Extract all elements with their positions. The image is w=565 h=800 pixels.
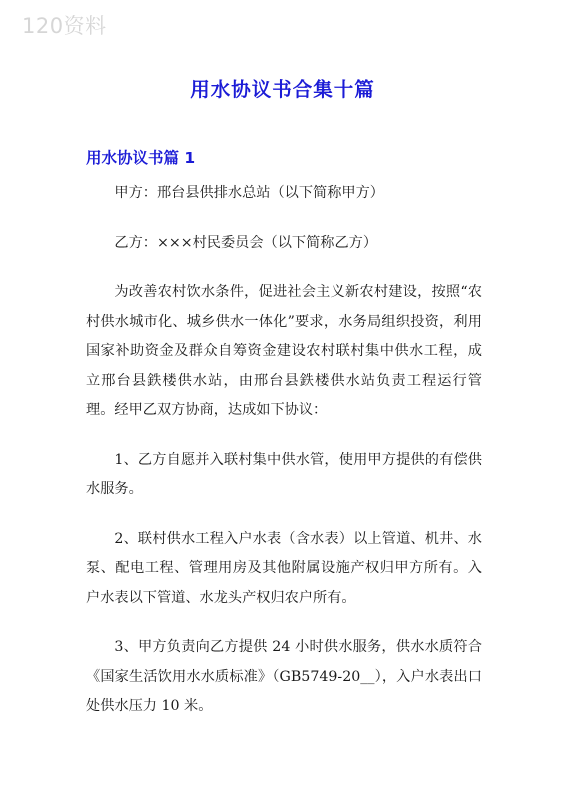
- document-title: 用水协议书合集十篇: [190, 78, 375, 101]
- paragraph-preamble: 为改善农村饮水条件，促进社会主义新农村建设，按照“农村供水城市化、城乡供水一体化”要求，水务局组织投资，利用国家补助资金及群众自筹资金建设农村联村集中供水工程，成立邢台县鉄楼供水站，由邢台县鉄楼供水站负责工程运行管理。经甲乙双方协商，达成如下协议：: [86, 284, 482, 418]
- paragraph-party-a: 甲方：邢台县供排水总站（以下简称甲方）: [114, 185, 384, 201]
- paragraph-clause-3: 3、甲方负责向乙方提供 24 小时供水服务，供水水质符合《国家生活饮用水水质标准》（GB5749-20__），入户水表出口处供水压力 10 米。: [86, 639, 482, 714]
- paragraph-clause-1: 1、乙方自愿并入联村集中供水管，使用甲方提供的有偿供水服务。: [86, 451, 482, 497]
- paragraph-clause-2: 2、联村供水工程入户水表（含水表）以上管道、机井、水泵、配电工程、管理用房及其他附属设施产权归甲方所有。入户水表以下管道、水龙头产权归农户所有。: [86, 530, 482, 606]
- section-heading: 用水协议书篇 1: [86, 149, 196, 167]
- document-body: [86, 179, 482, 742]
- watermark-logo: 120资料: [22, 14, 107, 38]
- paragraph-party-b: 乙方：×××村民委员会（以下简称乙方）: [114, 234, 378, 251]
